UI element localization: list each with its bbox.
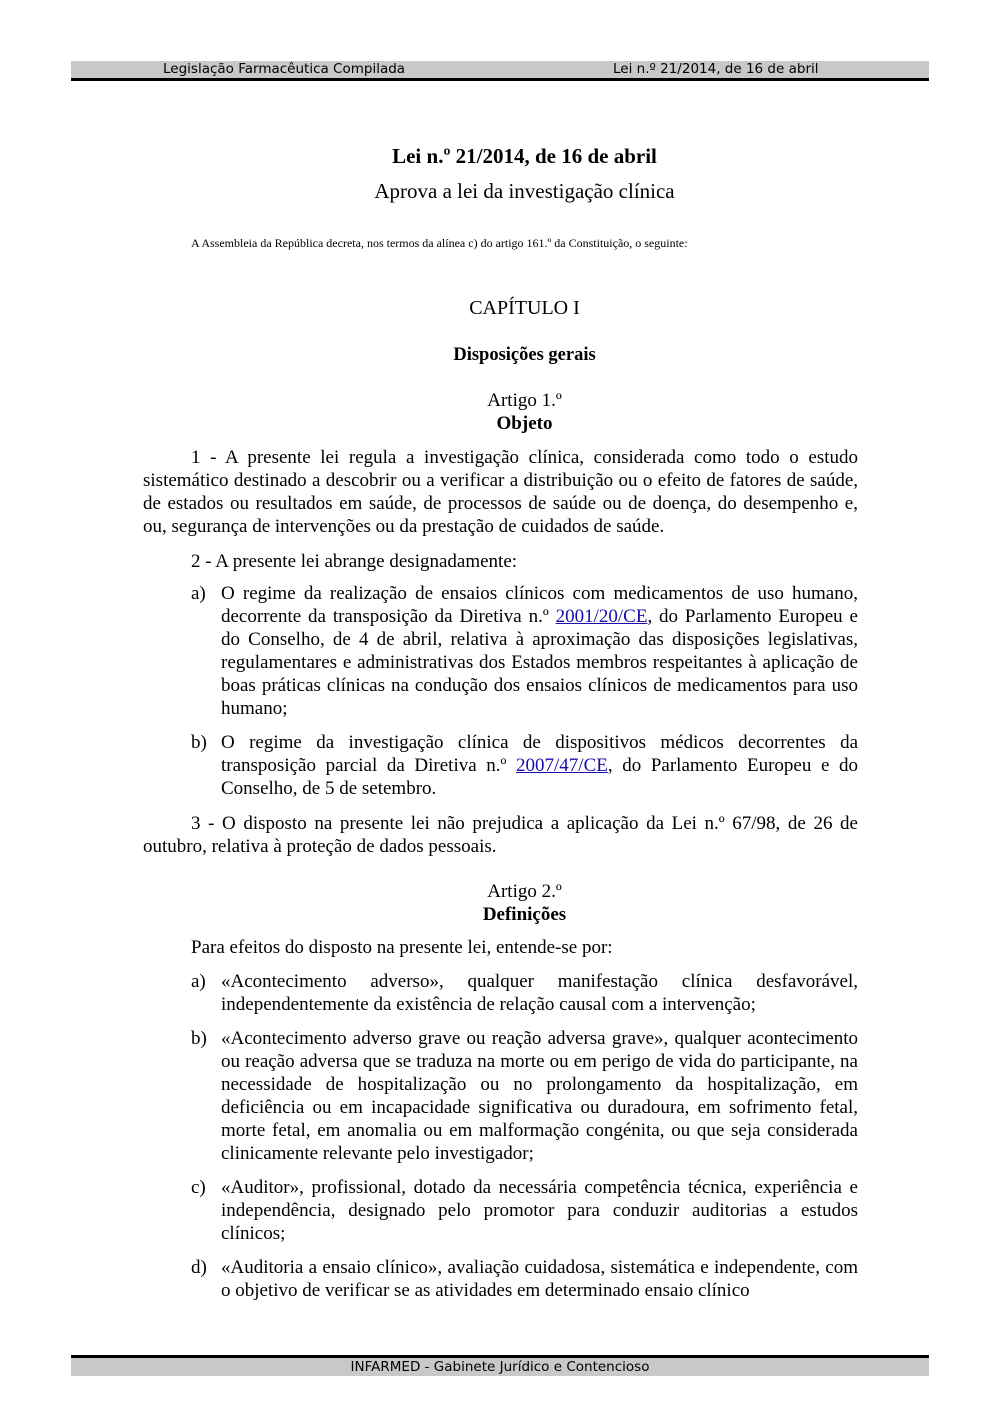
law-subtitle: Aprova a lei da investigação clínica xyxy=(374,179,675,203)
article-1-paragraph-1: 1 - A presente lei regula a investigação clínica, considerada como todo o estudo sistemático destinado a descobrir ou a verificar a distribuição ou o efeito de fatores de saúde, de estados ou resultados em saúde, de processos de saúde ou de doença, do desempenho e, ou, segurança de intervenções ou da prestação de cuidados de saúde. xyxy=(143,447,858,537)
article-2-item-a xyxy=(191,970,858,1016)
item-text: «Auditor», profissional, dotado da necessária competência técnica, experiência e independência, designado pelo promotor para conduzir auditorias a estudos clínicos; xyxy=(221,1177,858,1244)
article-1-title: Objeto xyxy=(496,413,553,434)
item-text: «Auditoria a ensaio clínico», avaliação cuidadosa, sistemática e independente, com o objetivo de verificar se as atividades em determinado ensaio clínico xyxy=(221,1257,858,1301)
item-label: d) xyxy=(191,1257,207,1278)
article-2-title: Definições xyxy=(482,904,567,925)
article-1-item-a xyxy=(191,582,858,720)
law-title: Lei n.º 21/2014, de 16 de abril xyxy=(392,144,657,168)
item-label: a) xyxy=(191,971,206,992)
preamble: A Assembleia da República decreta, nos termos da alínea c) do artigo 161.º da Constituição, o seguinte: xyxy=(191,236,688,250)
item-label: b) xyxy=(191,732,207,753)
page-header xyxy=(71,61,929,81)
item-text: «Acontecimento adverso», qualquer manifestação clínica desfavorável, independentemente da existência de relação causal com a intervenção; xyxy=(221,971,858,1015)
directive-2007-47-ce-link[interactable]: 2007/47/CE xyxy=(516,755,608,776)
article-2-number: Artigo 2.º xyxy=(487,881,562,902)
article-2-lead: Para efeitos do disposto na presente lei, entende-se por: xyxy=(191,937,613,958)
item-label: a) xyxy=(191,583,206,604)
article-1-paragraph-3: 3 - O disposto na presente lei não prejudica a aplicação da Lei n.º 67/98, de 26 de outubro, relativa à proteção de dados pessoais. xyxy=(143,813,858,857)
chapter-title: Disposições gerais xyxy=(453,345,596,365)
page-footer: INFARMED - Gabinete Jurídico e Contencioso xyxy=(71,1355,929,1376)
header-right-text: Lei n.º 21/2014, de 16 de abril xyxy=(613,61,819,77)
directive-2001-20-ce-link[interactable]: 2001/20/CE xyxy=(555,606,648,627)
item-text: O regime da realização de ensaios clínicos com medicamentos de uso humano, decorrente da transposição da Diretiva n.º 2001/20/CE, do Parlamento Europeu e do Conselho, de 4 de abril, relativa à aproximação das disposições legislativas, regulamentares e administrativas dos Estados membros respeitantes à aplicação de boas práticas clínicas na condução dos ensaios clínicos de medicamentos para uso humano; xyxy=(221,583,858,719)
article-1-item-b xyxy=(191,731,858,800)
item-label: c) xyxy=(191,1177,206,1198)
item-text: «Acontecimento adverso grave ou reação adversa grave», qualquer acontecimento ou reação adversa que se traduza na morte ou em perigo de vida do participante, na necessidade de hospitalização ou no prolongamento da hospitalização, em deficiência ou em incapacidade significativa ou duradoura, em sofrimento fetal, morte fetal, em anomalia ou em malformação congénita, ou que seja considerada clinicamente relevante pelo investigador; xyxy=(221,1028,858,1164)
article-2-item-d xyxy=(191,1256,858,1302)
chapter-heading: CAPÍTULO I xyxy=(469,297,580,319)
item-label: b) xyxy=(191,1028,207,1049)
article-2-item-b xyxy=(191,1027,858,1165)
header-left-text: Legislação Farmacêutica Compilada xyxy=(163,61,406,77)
article-1-number: Artigo 1.º xyxy=(487,390,562,411)
article-1-paragraph-2: 2 - A presente lei abrange designadamente: xyxy=(191,551,518,572)
article-2-item-c xyxy=(191,1176,858,1245)
item-text: O regime da investigação clínica de dispositivos médicos decorrentes da transposição parcial da Diretiva n.º 2007/47/CE, do Parlamento Europeu e do Conselho, de 5 de setembro. xyxy=(221,732,858,799)
